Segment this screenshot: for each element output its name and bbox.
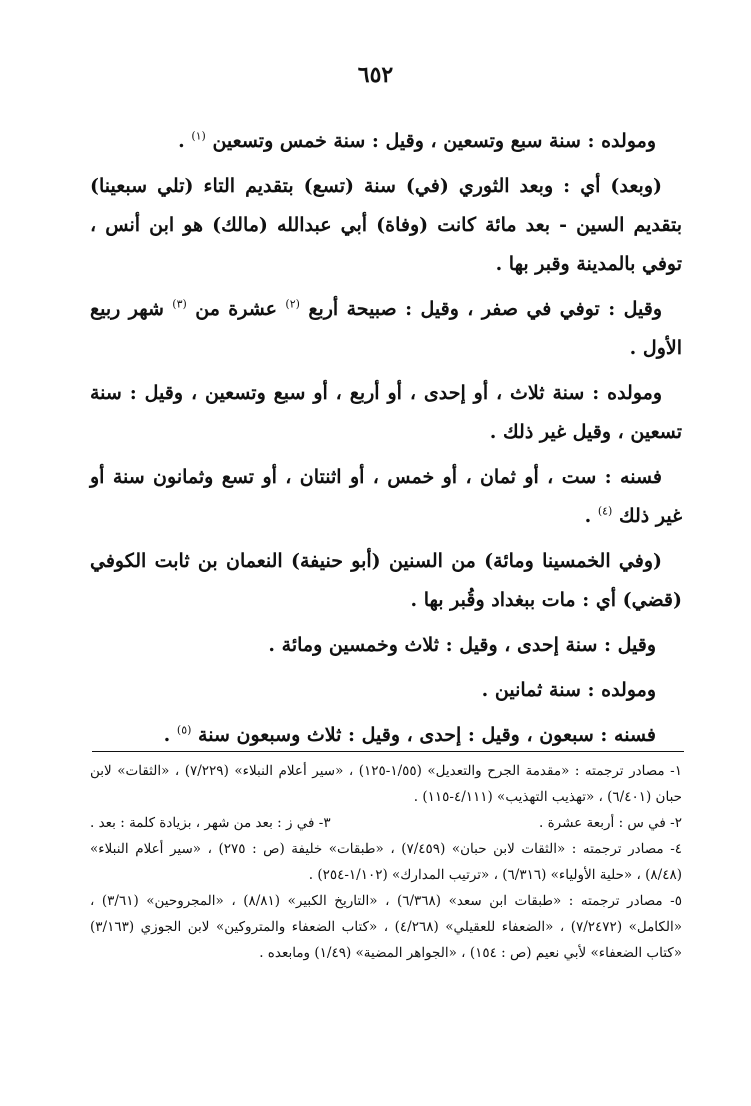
paragraph-9-end: . (163, 724, 177, 746)
paragraph-9-text: فسنه : سبعون ، وقيل : إحدى ، وقيل : ثلاث وسبعون سنة (198, 724, 656, 746)
footnote-row-2-3 (90, 810, 682, 836)
paragraph-2: (وبعد) أي : وبعد الثوري (في) سنة (تسع) بتقديم التاء (تلي سبعينا) بتقديم السين - بعد مائة كانت (وفاة) أبي عبدالله (مالك) هو ابن أنس ، توفي بالمدينة وقبر بها . (90, 175, 682, 275)
paragraph-3-text-c: شهر ربيع الأول . (90, 298, 682, 359)
paragraph-3 (90, 290, 682, 368)
footnote-5: ٥- مصادر ترجمته : «طبقات ابن سعد» (٦/٣٦٨) ، «التاريخ الكبير» (٨/٨١) ، «المجروحين» (٣/٦١) ، «الكامل» (٧/٢٤٧٢) ، «الضعفاء للعقيلي» (٤/٢٦٨) ، «كتاب الضعفاء والمتروكين» لابن الجوزي (٣/١٦٣) «كتاب الضعفاء» لأبي نعيم (ص : ١٥٤) ، «الجواهر المضية» (١/٤٩) ومابعده . (90, 893, 682, 961)
page-number: ٦٥٢ (357, 62, 394, 88)
footnote-ref-2: (٢) (285, 297, 300, 311)
paragraph-5-text: فسنه : ست ، أو ثمان ، أو خمس ، أو اثنتان ، أو تسع وثمانون سنة أو غير ذلك (90, 466, 682, 527)
paragraph-8: ومولده : سنة ثمانين . (481, 679, 656, 701)
paragraph-3-text-b: عشرة من (195, 298, 286, 320)
paragraph-1-end: . (178, 130, 192, 152)
paragraph-4: ومولده : سنة ثلاث ، أو إحدى ، أو أربع ، أو سبع وتسعين ، وقيل : سنة تسعين ، وقيل غير ذلك . (90, 382, 682, 443)
main-text (90, 122, 682, 761)
footnote-2: ٢- في س : أربعة عشرة . (539, 815, 682, 831)
footnote-ref-3: (٣) (172, 297, 187, 311)
footnote-ref-4: (٤) (597, 504, 613, 518)
paragraph-1-text: ومولده : سنة سبع وتسعين ، وقيل : سنة خمس وتسعين (212, 130, 656, 152)
footnote-1: ١- مصادر ترجمته : «مقدمة الجرح والتعديل» (١/٥٥-١٢٥) ، «سير أعلام النبلاء» (٧/٢٢٩) ، «الثقات» لابن حبان (٦/٤٠١) ، «تهذيب التهذيب» (٤/١١١-١١٥) . (90, 763, 682, 805)
paragraph-5-end: . (584, 505, 598, 527)
paragraph-1 (90, 122, 682, 161)
footnote-divider (92, 751, 684, 752)
footnote-ref-1: (١) (191, 129, 206, 143)
paragraph-6: (وفي الخمسينا ومائة) من السنين (أبو حنيفة) النعمان بن ثابت الكوفي (قضي) أي : مات ببغداد وقُبر بها . (90, 550, 682, 611)
footnote-ref-5: (٥) (176, 723, 192, 737)
paragraph-3-text-a: وقيل : توفي في صفر ، وقيل : صبيحة أربع (308, 298, 663, 320)
paragraph-5 (90, 458, 682, 536)
paragraph-9 (90, 716, 682, 755)
footnote-3: ٣- في ز : بعد من شهر ، بزيادة كلمة : بعد . (90, 815, 331, 831)
paragraph-7: وقيل : سنة إحدى ، وقيل : ثلاث وخمسين ومائة . (268, 634, 656, 656)
footnotes (90, 758, 682, 966)
footnote-4: ٤- مصادر ترجمته : «الثقات لابن حبان» (٧/٤٥٩) ، «طبقات» خليفة (ص : ٢٧٥) ، «سير أعلام النبلاء» (٨/٤٨) ، «حلية الأولياء» (٦/٣١٦) ، «ترتيب المدارك» (١/١٠٢-٢٥٤) . (90, 841, 683, 883)
